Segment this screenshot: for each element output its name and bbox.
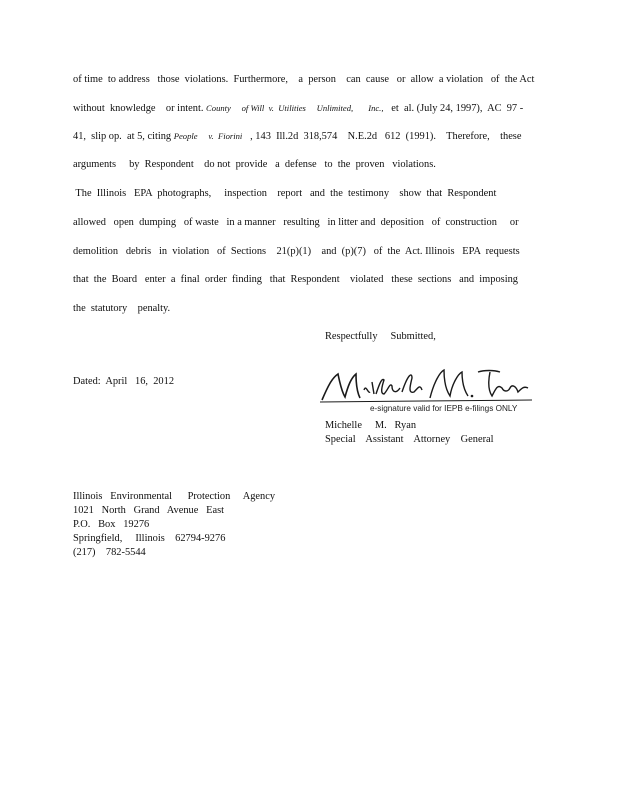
body-text-run: demolition debris in violation of Sections 21(p)(1) and (p)(7) of the Act. Illinois EPA requests xyxy=(73,246,520,257)
body-line xyxy=(73,129,521,144)
body-line xyxy=(73,101,523,116)
case-citation: County of Will v. Utilities Unlimited, Inc., xyxy=(206,103,384,113)
signature-stamp: e-signature valid for IEPB e-filings ONLY xyxy=(370,404,518,413)
body-line xyxy=(73,158,436,172)
agency-name: Illinois Environmental Protection Agency xyxy=(73,491,276,502)
signer-title: Special Assistant Attorney General xyxy=(325,434,494,445)
body-line xyxy=(73,245,520,259)
body-text-run: , 143 Ill.2d 318,574 N.E.2d 612 (1991). Therefore, these xyxy=(242,131,522,142)
body-text-run: without knowledge or intent. xyxy=(73,103,207,114)
body-text-run: that the Board enter a final order finding that Respondent violated these sections and imposing xyxy=(73,274,518,285)
body-line xyxy=(73,187,496,201)
agency-city: Springfield, Illinois 62794-9276 xyxy=(73,533,226,544)
body-text-run: the statutory penalty. xyxy=(73,303,171,314)
case-citation: People v. Fiorini xyxy=(173,131,243,141)
body-line xyxy=(73,273,518,287)
closing-text: Respectfully Submitted, xyxy=(325,331,436,342)
agency-po-box: P.O. Box 19276 xyxy=(73,519,150,530)
date-line: Dated: April 16, 2012 xyxy=(73,376,175,387)
body-line xyxy=(73,216,519,230)
signature-image xyxy=(318,364,534,414)
body-text-run: arguments by Respondent do not provide a defense to the proven violations. xyxy=(73,159,436,170)
signer-name: Michelle M. Ryan xyxy=(325,420,417,431)
body-text-run: of time to address those violations. Furthermore, a person can cause or allow a violation of the Act xyxy=(73,74,535,85)
agency-phone: (217) 782-5544 xyxy=(73,547,146,558)
body-text-run: allowed open dumping of waste in a manner resulting in litter and deposition of construction or xyxy=(73,217,519,228)
agency-street: 1021 North Grand Avenue East xyxy=(73,505,225,516)
body-text-run: et al. (July 24, 1997), AC 97 - xyxy=(383,103,524,114)
body-text-run: The Illinois EPA photographs, inspection report and the testimony show that Respondent xyxy=(73,188,497,199)
body-text-run: 41, slip op. at 5, citing xyxy=(73,131,174,142)
body-line xyxy=(73,73,534,87)
body-line xyxy=(73,302,170,316)
